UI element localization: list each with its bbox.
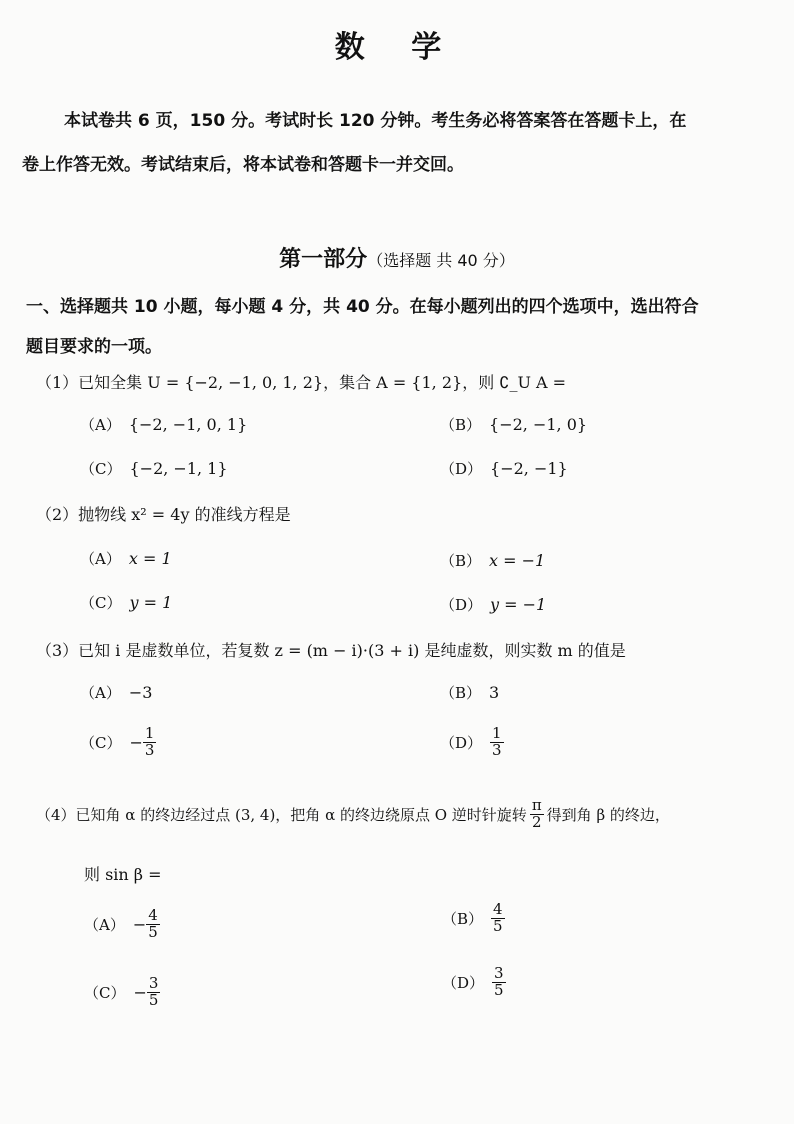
section-title: 第一部分 xyxy=(279,247,368,272)
option-fraction xyxy=(491,902,505,935)
fraction-numerator: 4 xyxy=(148,906,158,924)
fraction-numerator: 3 xyxy=(148,974,159,992)
question-2-stem: （2）抛物线 x² = 4y 的准线方程是 xyxy=(36,505,291,524)
option-label: （D） xyxy=(440,733,483,752)
option-label: （D） xyxy=(440,460,483,478)
fraction-denominator: 2 xyxy=(531,812,542,831)
fraction-denominator: 5 xyxy=(493,916,503,935)
question-1-option-c[interactable] xyxy=(80,458,228,479)
fraction-numerator: 3 xyxy=(494,964,504,982)
option-fraction xyxy=(490,726,504,759)
option-label: （B） xyxy=(440,552,482,570)
question-4-option-d[interactable] xyxy=(442,966,506,999)
question-1-option-a[interactable] xyxy=(80,414,247,435)
intro-line-2: 卷上作答无效。考试结束后，将本试卷和答题卡一并交回。 xyxy=(22,155,464,175)
question-3-option-b[interactable] xyxy=(440,682,499,703)
option-text: {−2, −1, 0, 1} xyxy=(128,415,248,434)
option-fraction xyxy=(146,908,160,941)
instructions-line-1: 一、选择题共 10 小题，每小题 4 分，共 40 分。在每小题列出的四个选项中，选出符合 xyxy=(26,297,699,317)
page-title: 数 学 xyxy=(334,30,460,65)
option-label: （B） xyxy=(440,684,482,702)
option-label: （D） xyxy=(440,596,483,614)
fraction-numerator: π xyxy=(531,796,542,814)
option-sign: − xyxy=(133,982,147,1002)
question-2-option-b[interactable] xyxy=(440,550,545,571)
question-4-stem-post: 得到角 β 的终边， xyxy=(546,805,670,824)
option-text: x = −1 xyxy=(489,551,546,570)
fraction-numerator: 1 xyxy=(144,724,155,742)
option-label: （C） xyxy=(84,983,126,1002)
option-text: {−2, −1, 0} xyxy=(489,415,588,434)
option-sign: − xyxy=(129,732,143,752)
stem-fraction xyxy=(530,798,544,831)
question-4-stem-pre: （4）已知角 α 的终边经过点 (3, 4)，把角 α 的终边绕原点 O 逆时针旋转 xyxy=(36,805,527,824)
option-label: （D） xyxy=(442,973,485,992)
option-label: （B） xyxy=(440,416,482,434)
question-3-option-a[interactable] xyxy=(80,682,152,703)
option-text: {−2, −1, 1} xyxy=(129,459,228,478)
option-label: （A） xyxy=(84,915,125,934)
option-text: y = −1 xyxy=(490,595,547,614)
section-heading xyxy=(0,242,794,273)
question-2-option-d[interactable] xyxy=(440,594,546,615)
option-fraction xyxy=(147,976,161,1009)
question-4-stem-2: 则 sin β = xyxy=(84,865,162,884)
question-1-option-b[interactable] xyxy=(440,414,587,435)
question-2-option-c[interactable] xyxy=(80,592,172,613)
question-1-option-d[interactable] xyxy=(440,458,568,479)
option-fraction xyxy=(492,966,506,999)
option-label: （C） xyxy=(80,460,122,478)
fraction-numerator: 4 xyxy=(493,900,503,918)
fraction-numerator: 1 xyxy=(492,724,502,742)
question-1-stem: （1）已知全集 U = {−2, −1, 0, 1, 2}，集合 A = {1, 2}，则 ∁_U A = xyxy=(36,373,567,392)
question-4-option-c[interactable] xyxy=(84,976,160,1009)
question-3-stem: （3）已知 i 是虚数单位，若复数 z = (m − i)·(3 + i) 是纯虚数，则实数 m 的值是 xyxy=(36,641,626,660)
option-label: （A） xyxy=(80,550,121,568)
option-label: （B） xyxy=(442,909,484,928)
option-text: −3 xyxy=(128,683,153,702)
intro-line-1: 本试卷共 6 页，150 分。考试时长 120 分钟。考生务必将答案答在答题卡上，在 xyxy=(64,111,687,131)
question-3-option-d[interactable] xyxy=(440,726,504,759)
option-label: （C） xyxy=(80,594,122,612)
question-4-option-a[interactable] xyxy=(84,908,160,941)
instructions-line-2: 题目要求的一项。 xyxy=(26,337,162,357)
option-sign: − xyxy=(132,914,147,934)
option-label: （C） xyxy=(80,733,122,752)
fraction-denominator: 5 xyxy=(148,990,159,1009)
option-text: 3 xyxy=(489,683,500,702)
option-text: x = 1 xyxy=(128,549,172,568)
fraction-denominator: 3 xyxy=(144,740,155,759)
fraction-denominator: 5 xyxy=(494,980,504,999)
fraction-denominator: 3 xyxy=(492,740,502,759)
option-text: y = 1 xyxy=(129,593,173,612)
option-label: （A） xyxy=(80,416,121,434)
option-text: {−2, −1} xyxy=(490,459,568,478)
section-subtitle: （选择题 共 40 分） xyxy=(367,251,515,270)
question-4-stem xyxy=(36,798,670,831)
fraction-denominator: 5 xyxy=(148,922,158,941)
question-4-option-b[interactable] xyxy=(442,902,505,935)
option-fraction xyxy=(143,726,157,759)
question-2-option-a[interactable] xyxy=(80,548,172,569)
question-3-option-c[interactable] xyxy=(80,726,156,759)
option-label: （A） xyxy=(80,684,121,702)
